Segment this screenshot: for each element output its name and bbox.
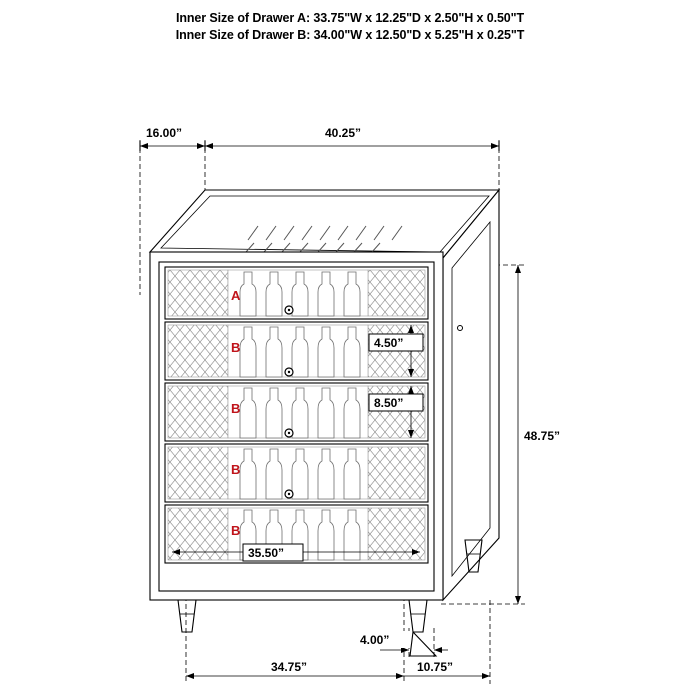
drawer-label-b1: B — [231, 340, 241, 355]
dim-bottom-depth: 10.75” — [417, 660, 454, 674]
dim-drawer-b-height: 8.50” — [374, 396, 404, 410]
drawer-a[interactable] — [165, 267, 428, 319]
drawer-b-3[interactable] — [165, 444, 428, 502]
cabinet-top-surface — [150, 190, 499, 258]
dim-top-main: 40.25” — [325, 126, 362, 140]
drawer-label-b3: B — [231, 462, 241, 477]
dim-drawer-a-height: 4.50” — [374, 336, 404, 350]
drawer-label-b4: B — [231, 523, 241, 538]
cabinet-side-panel — [443, 190, 499, 600]
dim-bottom-foot: 4.00” — [360, 633, 390, 647]
dim-bottom-width: 34.75” — [271, 660, 308, 674]
header-line-1: Inner Size of Drawer A: 33.75"W x 12.25"D x 2.50"H x 0.50"T — [175, 11, 525, 25]
drawer-b-2[interactable] — [165, 383, 428, 441]
dim-drawer-width: 35.50” — [248, 546, 285, 560]
drawer-label-a: A — [231, 288, 241, 303]
cabinet-body — [150, 190, 499, 656]
drawer-label-b2: B — [231, 401, 241, 416]
dim-right-height: 48.75” — [524, 429, 561, 443]
dim-top-left: 16.00” — [146, 126, 183, 140]
header-line-2: Inner Size of Drawer B: 34.00"W x 12.50"D x 5.25"H x 0.25"T — [175, 28, 525, 42]
